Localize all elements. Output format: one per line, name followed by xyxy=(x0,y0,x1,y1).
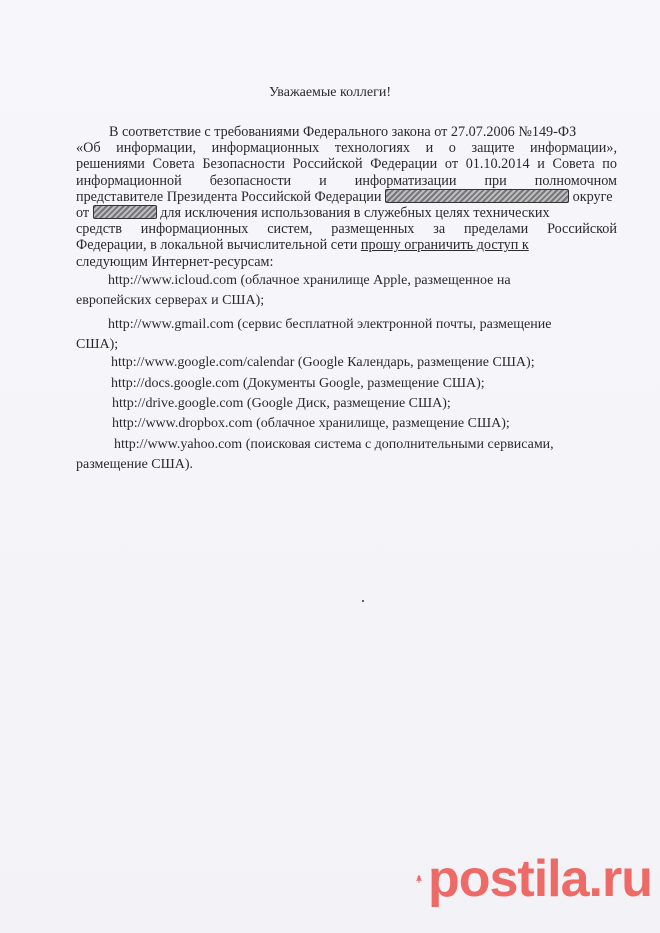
watermark xyxy=(414,848,652,910)
body-line-2: «Об информации, информационных технологиях и о защите информации», xyxy=(76,140,617,157)
resource-description: (Google Диск, размещение США); xyxy=(246,396,451,411)
resource-description: (облачное хранилище, размещение США); xyxy=(256,416,510,431)
body-line-8 xyxy=(76,237,617,253)
resource-item-continued: США); xyxy=(76,337,119,352)
redacted-region xyxy=(385,189,569,203)
resource-description: (Google Календарь, размещение США); xyxy=(297,355,535,370)
resource-description: (поисковая система с дополнительными сервисами, xyxy=(245,437,554,452)
body-line-4: информационной безопасности и информатизации при полномочном xyxy=(76,172,617,189)
resource-item-continued: европейских серверах и США); xyxy=(76,293,265,308)
resource-item xyxy=(108,316,551,334)
resource-item xyxy=(111,375,485,393)
body-line-5 xyxy=(76,189,617,205)
resource-url: http://www.icloud.com xyxy=(108,273,237,288)
resource-item xyxy=(112,395,451,413)
letter-body xyxy=(76,124,617,270)
watermark-text: postila.ru xyxy=(427,850,652,908)
resource-url: http://www.dropbox.com xyxy=(112,416,253,431)
body-line-6-text: от xyxy=(76,205,90,222)
body-line-9: следующим Интернет-ресурсам: xyxy=(76,253,274,270)
resource-description: (сервис бесплатной электронной почты, размещение xyxy=(237,317,552,332)
body-line-3: решениями Совета Безопасности Российской Федерации от 01.10.2014 и Совета по xyxy=(76,156,617,173)
resource-url: http://www.google.com/calendar xyxy=(111,355,295,370)
resource-description: (Документы Google, размещение США); xyxy=(242,376,485,391)
body-line-6 xyxy=(76,205,617,221)
fir-tree-icon xyxy=(414,856,424,902)
body-line-5-text: представителе Президента Российской Федерации xyxy=(76,188,382,205)
letter-salutation: Уважаемые коллеги! xyxy=(268,85,392,100)
body-line-1: В соответствие с требованиями Федерального закона от 27.07.2006 №149-ФЗ xyxy=(109,124,577,140)
request-phrase: прошу ограничить доступ к xyxy=(360,237,529,254)
ink-dot xyxy=(362,600,364,602)
resource-description: (облачное хранилище Apple, размещенное на xyxy=(240,273,511,288)
body-line-8-text: Федерации, в локальной вычислительной сети xyxy=(76,237,358,254)
resource-url: http://www.gmail.com xyxy=(108,317,234,332)
resource-item xyxy=(114,436,554,454)
resource-item-continued: размещение США). xyxy=(76,457,194,472)
resource-item xyxy=(112,415,510,433)
resource-url: http://www.yahoo.com xyxy=(114,437,243,452)
resource-item xyxy=(111,354,535,372)
resource-item xyxy=(108,272,511,290)
redacted-region xyxy=(93,205,157,219)
resource-url: http://docs.google.com xyxy=(111,376,240,391)
resource-url: http://drive.google.com xyxy=(112,396,244,411)
body-line-5-end: округе xyxy=(572,188,613,205)
body-line-7: средств информационных систем, размещенных за пределами Российской xyxy=(76,221,617,238)
body-line-6-end: для исключения использования в служебных целях технических xyxy=(160,205,550,222)
